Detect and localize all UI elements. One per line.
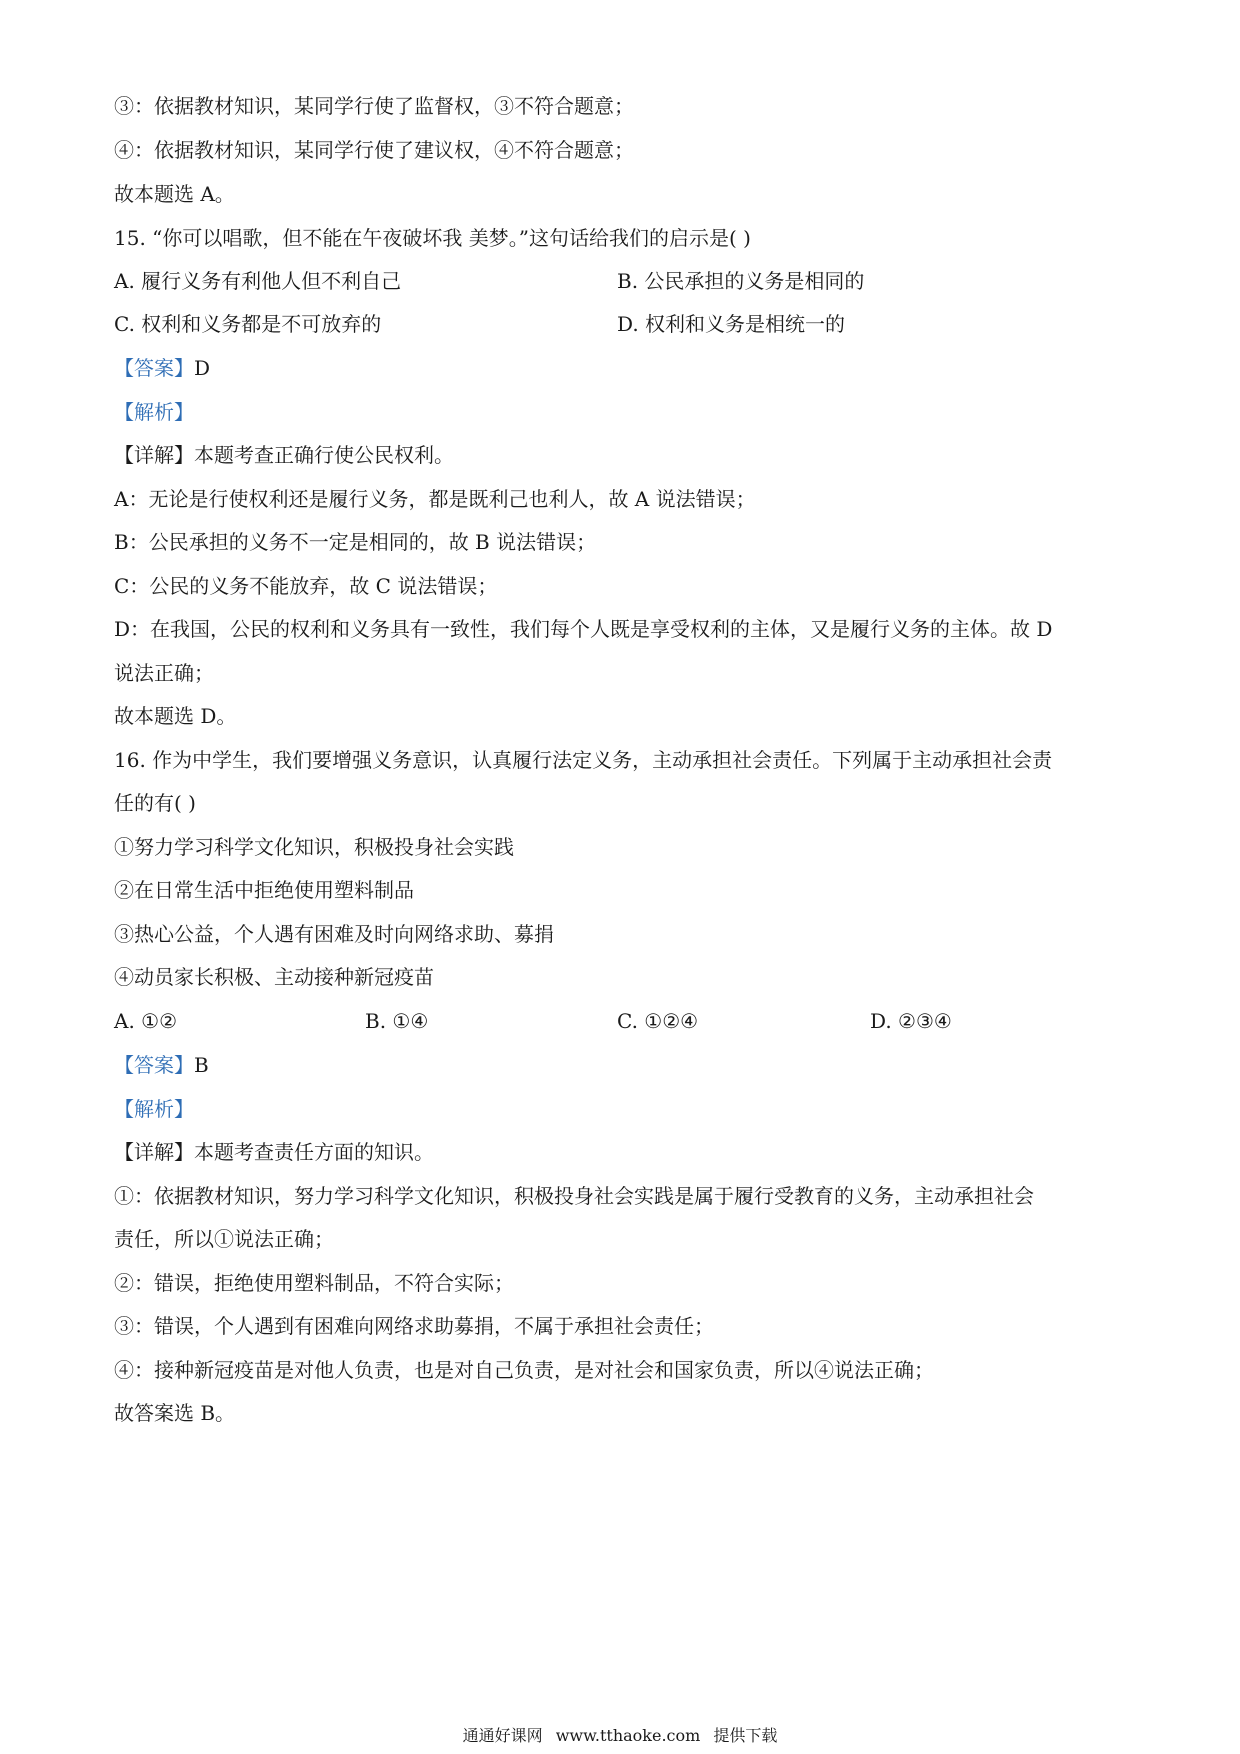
footer-site-name: 通通好课网	[462, 1726, 543, 1745]
q16-item-3: ③热心公益，个人遇有困难及时向网络求助、募捐	[114, 922, 554, 946]
q16-analysis-tag: 【解析】	[114, 1097, 194, 1121]
answer-tag: 【答案】	[114, 356, 194, 380]
q15-stem: 15. “你可以唱歌，但不能在午夜破坏我 美梦。”这句话给我们的启示是( )	[114, 226, 751, 250]
q16-option-b: B. ①④	[365, 1009, 429, 1033]
q15-explain-a: A：无论是行使权利还是履行义务，都是既利己也利人，故 A 说法错误；	[114, 487, 756, 511]
q15-option-c: C. 权利和义务都是不可放弃的	[114, 312, 382, 336]
q15-conclusion: 故本题选 D。	[114, 704, 237, 728]
q15-option-b: B. 公民承担的义务是相同的	[617, 269, 865, 293]
q16-item-2: ②在日常生活中拒绝使用塑料制品	[114, 878, 414, 902]
q16-stem-1: 16. 作为中学生，我们要增强义务意识，认真履行法定义务，主动承担社会责任。下列属于主动承担社会责	[114, 748, 1053, 772]
q16-option-c: C. ①②④	[617, 1009, 699, 1033]
footer-action: 提供下载	[713, 1726, 778, 1745]
q15-explain-d-2: 说法正确；	[114, 661, 214, 685]
answer-value: D	[194, 356, 211, 380]
answer-value: B	[194, 1053, 209, 1077]
q16-option-d: D. ②③④	[870, 1009, 952, 1033]
answer-tag: 【答案】	[114, 1053, 194, 1077]
q16-explain-1a: ①：依据教材知识，努力学习科学文化知识，积极投身社会实践是属于履行受教育的义务，主动承担社会	[114, 1184, 1034, 1208]
q15-option-a: A. 履行义务有利他人但不利自己	[114, 269, 402, 293]
page-footer	[0, 1725, 1240, 1747]
q15-option-d: D. 权利和义务是相统一的	[617, 312, 846, 336]
q15-explain-c: C：公民的义务不能放弃，故 C 说法错误；	[114, 574, 498, 598]
q16-detail: 【详解】本题考查责任方面的知识。	[114, 1140, 434, 1164]
q15-analysis-tag: 【解析】	[114, 400, 194, 424]
q16-explain-1b: 责任，所以①说法正确；	[114, 1227, 334, 1251]
q16-answer	[114, 1051, 209, 1079]
q16-explain-2: ②：错误，拒绝使用塑料制品，不符合实际；	[114, 1271, 514, 1295]
q16-item-4: ④动员家长积极、主动接种新冠疫苗	[114, 965, 434, 989]
q15-explain-b: B：公民承担的义务不一定是相同的，故 B 说法错误；	[114, 530, 597, 554]
q16-option-a: A. ①②	[114, 1009, 178, 1033]
q16-conclusion: 故答案选 B。	[114, 1401, 236, 1425]
prev-analysis-line-4: ④：依据教材知识，某同学行使了建议权，④不符合题意；	[114, 138, 634, 162]
q16-stem-2: 任的有( )	[114, 791, 196, 815]
q16-explain-4: ④：接种新冠疫苗是对他人负责，也是对自己负责，是对社会和国家负责，所以④说法正确；	[114, 1358, 934, 1382]
q15-answer	[114, 354, 210, 382]
prev-conclusion: 故本题选 A。	[114, 182, 235, 206]
q16-explain-3: ③：错误，个人遇到有困难向网络求助募捐，不属于承担社会责任；	[114, 1314, 714, 1338]
prev-analysis-line-3: ③：依据教材知识，某同学行使了监督权，③不符合题意；	[114, 94, 634, 118]
q16-item-1: ①努力学习科学文化知识，积极投身社会实践	[114, 835, 514, 859]
q15-detail: 【详解】本题考查正确行使公民权利。	[114, 443, 454, 467]
q15-explain-d-1: D：在我国，公民的权利和义务具有一致性，我们每个人既是享受权利的主体，又是履行义务的主体。故 D	[114, 617, 1053, 641]
footer-url[interactable]: www.tthaoke.com	[555, 1726, 701, 1745]
